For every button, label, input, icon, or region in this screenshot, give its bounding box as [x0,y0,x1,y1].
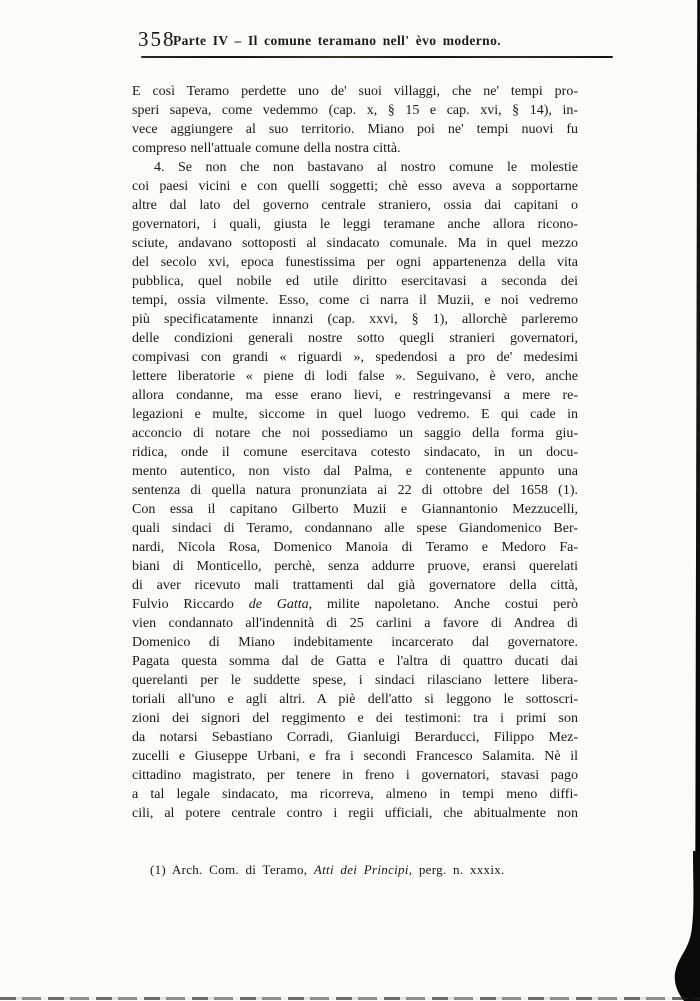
text-line: legazioni e multe, siccome in quel luogo vedremo. E qui cade in [132,407,578,422]
text-line: Domenico di Miano indebitamente incarcerato dal governatore. [132,635,578,650]
text-line: mento autentico, non visto dal Palma, e contenente appunto una [132,464,578,479]
text-line: altre dal lato del governo centrale straniero, ossia dai capitani o [132,198,578,213]
text-line: acconcio di notare che noi possediamo un saggio della forma giu- [132,426,578,441]
text-line: compivasi con grandi « riguardi », spedendosi a pro de' medesimi [132,350,578,365]
text-line: vece aggiungere al suo territorio. Miano poi ne' tempi nuovi fu [132,122,578,137]
text-line: E così Teramo perdette uno de' suoi villaggi, che ne' tempi pro- [132,84,578,99]
text-line: sentenza di quella natura pronunziata ai 22 di ottobre del 1658 (1). [132,483,578,498]
scan-edge-bottom [0,997,700,1000]
text-line: del secolo xvi, epoca funestissima per ogni appartenenza della vita [132,255,578,270]
header-rule [141,56,613,58]
text-line: da notarsi Sebastiano Corradi, Gianluigi Berarducci, Filippo Mez- [132,730,578,745]
text-line: cittadino magistrato, per tenere in freno i governatori, stavasi pago [132,768,578,783]
text-line: sciute, andavano sottoposti al sindacato comunale. Ma in quel mezzo [132,236,578,251]
text-line: più specificatamente innanzi (cap. xxvi, § 1), allorchè parleremo [132,312,578,327]
text-line: tempi, ossia vilmente. Esso, come ci narra il Muzii, e noi vedremo [132,293,578,308]
text-line: nardi, Nicola Rosa, Domenico Manoia di Teramo e Medoro Fa- [132,540,578,555]
text-line: delle condizioni generali nostre sotto quegli stranieri governatori, [132,331,578,346]
text-line: di aver ricevuto mali trattamenti dal già governatore della città, [132,578,578,593]
text-line: ridica, onde il comune esercitava cotesto sindacato, in un docu- [132,445,578,460]
text-line: querelanti per le suddette spese, i sindaci rilasciano lettere libera- [132,673,578,688]
text-line: allora condanne, ma esse erano lievi, e restringevansi a mere re- [132,388,578,403]
paragraph [132,82,578,158]
text-line: cili, al potere centrale contro i regii ufficiali, che abitualmente non [132,806,578,821]
text-line: compreso nell'attuale comune della nostra città. [132,141,401,156]
text-line: Con essa il capitano Gilberto Muzii e Giannantonio Mezzucelli, [132,502,578,517]
paragraph [132,158,578,823]
footnote: (1) Arch. Com. di Teramo, Atti dei Principi, perg. n. xxxix. [150,862,505,877]
text-line: zucelli e Giuseppe Urbani, e fra i secondi Francesco Salamita. Nè il [132,749,578,764]
text-line: speri sapeva, come vedemmo (cap. x, § 15 e cap. xvi, § 14), in- [132,103,578,118]
text-line: quali sindaci di Teramo, condannano alle spese Giandomenico Ber- [132,521,578,536]
text-line: 4. Se non che non bastavano al nostro comune le molestie [154,160,578,175]
running-header: Parte IV – Il comune teramano nell' èvo moderno. [172,33,502,48]
text-line: pubblica, quel nobile ed utile diritto esercitavasi a seconda dei [132,274,578,289]
text-line: Pagata questa somma dal de Gatta e l'altra di quattro ducati dai [132,654,578,669]
page-number: 358 [138,27,176,51]
scan-corner-bottom-right [660,851,700,1001]
text-line: toriali all'uno e agli altri. A piè dell'atto si leggono le sottoscri- [132,692,578,707]
text-line: zioni dei signori del reggimento e dei testimoni: tra i primi son [132,711,578,726]
text-line: lettere liberatorie « piene di lodi false ». Seguivano, è vero, anche [132,369,578,384]
text-line: biani di Monticello, perchè, senza addurre pruove, eransi querelati [132,559,578,574]
text-line: Fulvio Riccardo de Gatta, milite napoletano. Anche costui però [132,597,578,612]
text-line: vien condannato all'indennità di 25 carlini a favore di Andrea di [132,616,578,631]
text-line: coi paesi vicini e con quelli soggetti; chè esso aveva a sopportarne [132,179,578,194]
text-line: a tal legale sindacato, ma ricorreva, almeno in tempi meno diffi- [132,787,578,802]
text-line: governatori, i quali, giusta le leggi teramane anche allora ricono- [132,217,578,232]
body-text [132,82,578,823]
